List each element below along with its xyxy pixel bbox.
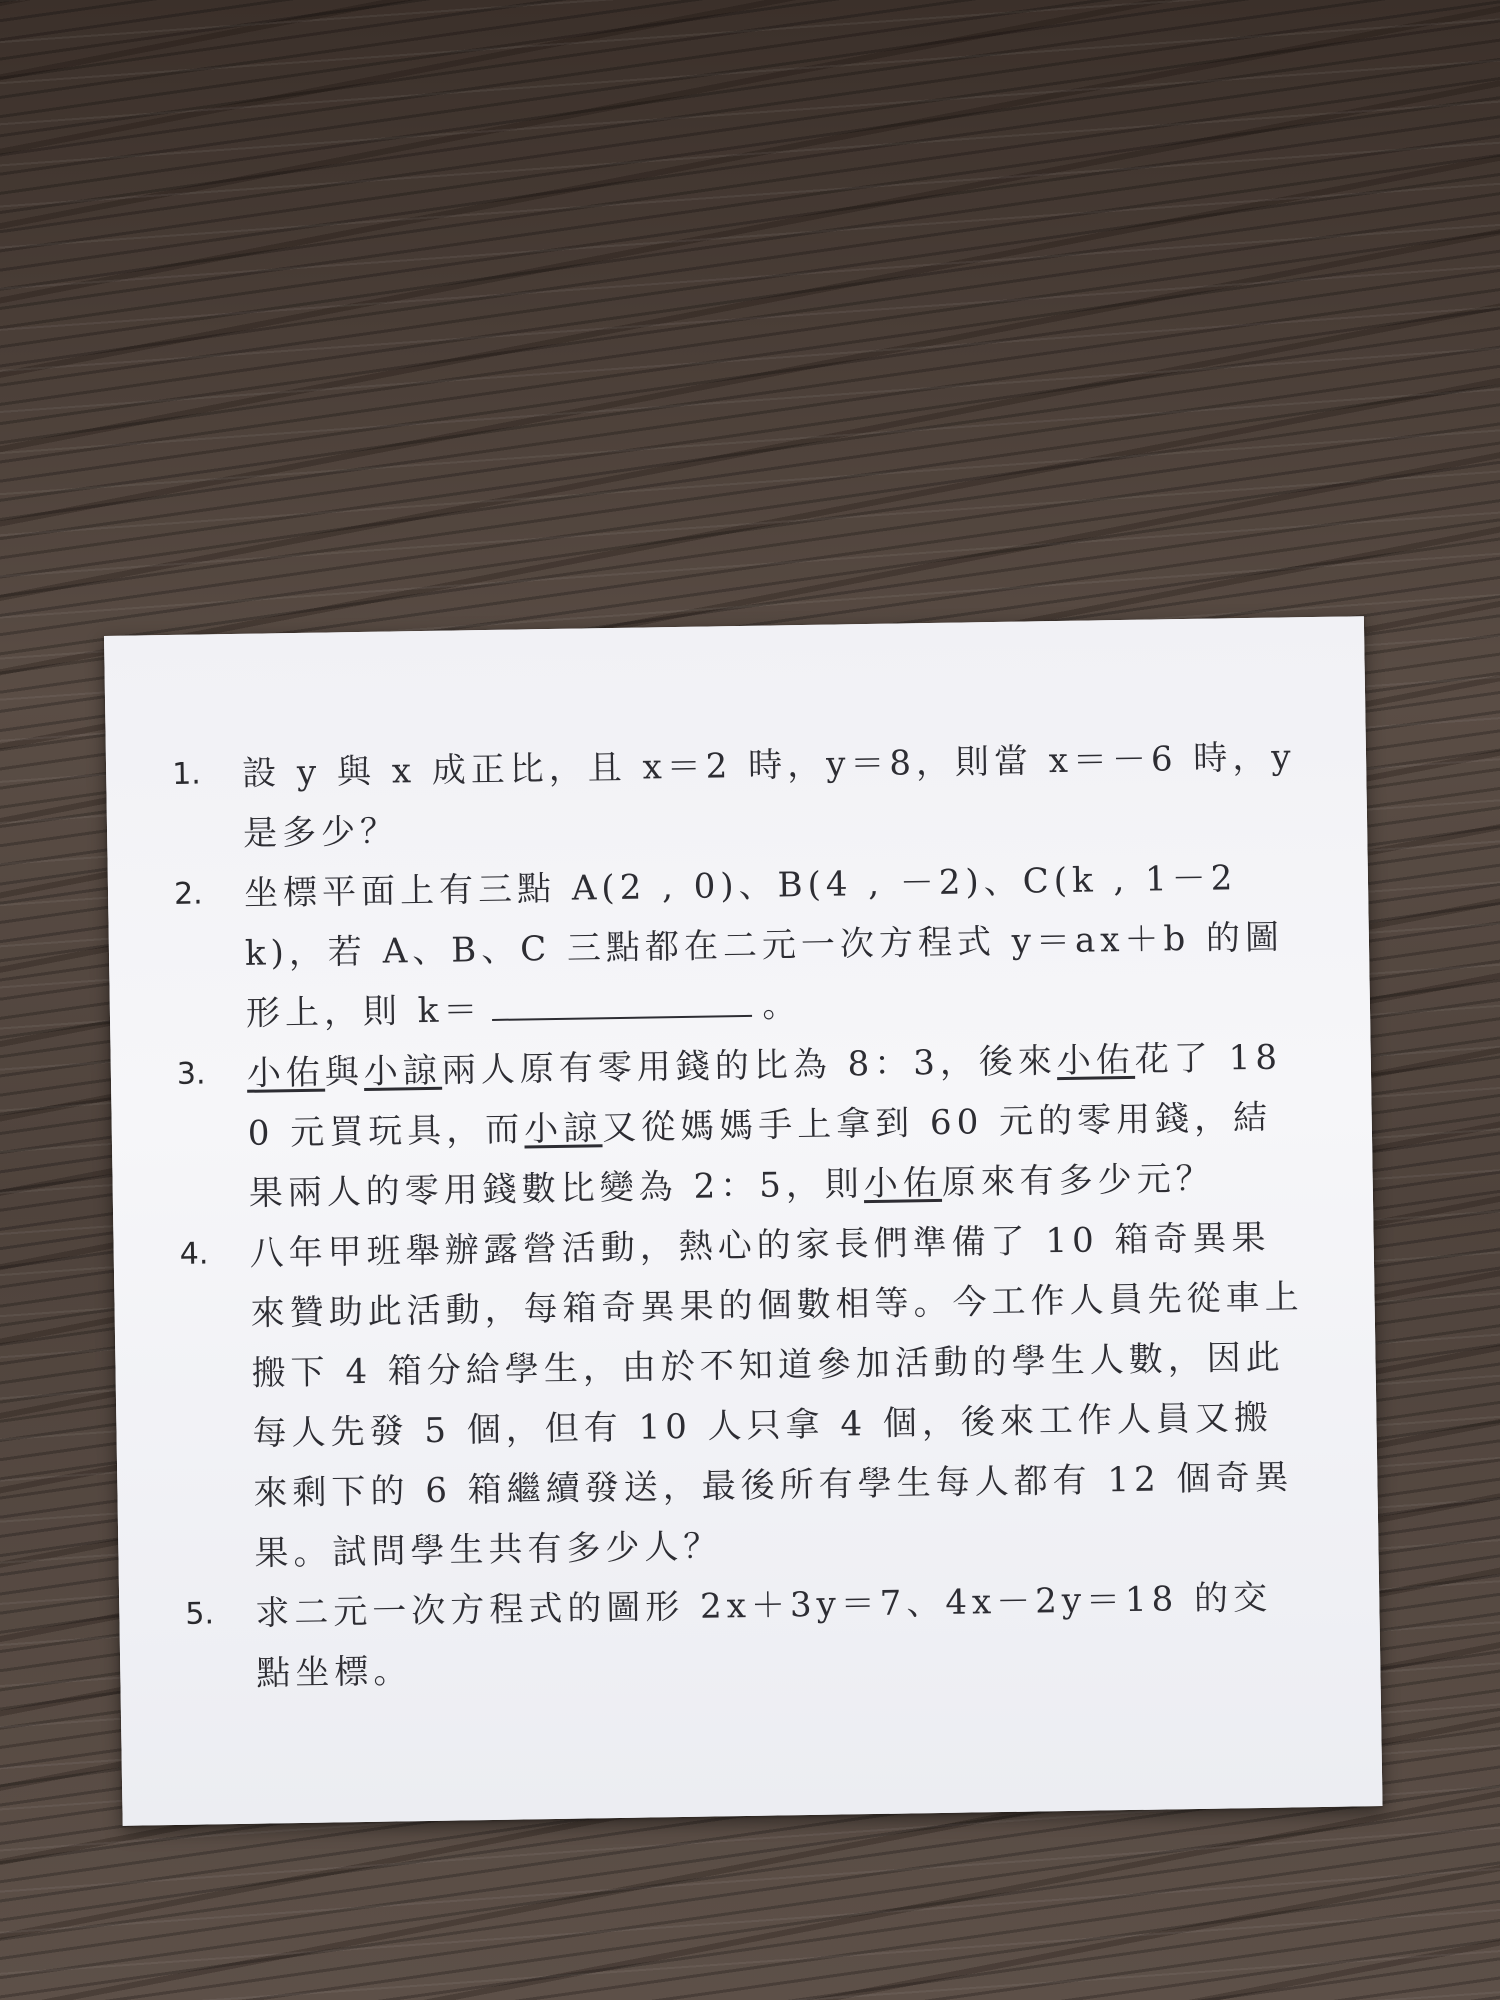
person-name-xiaoliang: 小諒 xyxy=(523,1108,603,1150)
question-number: 5. xyxy=(185,1596,215,1632)
answer-blank xyxy=(492,977,753,1021)
question-text-part: 原來有多少元？ xyxy=(941,1158,1216,1203)
question-text-part: 與 xyxy=(324,1051,365,1093)
person-name-xiaoyou: 小佑 xyxy=(246,1052,326,1094)
question-1 xyxy=(146,727,1298,865)
question-number: 3. xyxy=(176,1056,206,1092)
person-name-xiaoyou: 小佑 xyxy=(1056,1039,1136,1082)
question-number: 1. xyxy=(171,756,202,792)
question-5 xyxy=(159,1567,1311,1705)
question-text: 求二元一次方程式的圖形 2x＋3y＝7、4x－2y＝18 的交點坐標。 xyxy=(255,1577,1273,1694)
question-text-part: 兩人原有零用錢的比為 8：3，後來 xyxy=(441,1041,1058,1091)
question-list xyxy=(146,727,1311,1705)
question-text-part: 又從媽媽手上拿到 60 元的零用錢，結果兩人的零用錢數比變為 2：5，則 xyxy=(248,1097,1273,1214)
question-number: 2. xyxy=(173,876,203,912)
question-text: 設 y 與 x 成正比，且 x＝2 時，y＝8，則當 x＝－6 時，y 是多少？ xyxy=(241,737,1296,854)
question-3 xyxy=(150,1027,1303,1225)
question-number: 4. xyxy=(179,1236,209,1272)
question-text-part: 。 xyxy=(761,985,802,1026)
person-name-xiaoyou: 小佑 xyxy=(863,1162,943,1205)
question-text-part: 花了 180 元買玩具，而 xyxy=(247,1037,1283,1154)
question-text: 八年甲班舉辦露營活動，熱心的家長們準備了 10 箱奇異果來贊助此活動，每箱奇異果的個數相等。今工作人員先從車上搬下 4 箱分給學生，由於不知道參加活動的學生人數，因此每人先發 5 個，但有 10 人只拿 4 個，後來工作人員又搬來剩下的 6 箱繼續發送，最後所有學生每人都有 12 個奇異果。試問學生共有多少人？ xyxy=(249,1217,1304,1574)
question-text xyxy=(246,1027,1303,1224)
question-4 xyxy=(153,1207,1309,1585)
person-name-xiaoliang: 小諒 xyxy=(363,1050,443,1092)
question-text-part: 坐標平面上有三點 A(2 , 0)、B(4 , －2)、C(k , 1－2k)，若 A、B、C 三點都在二元一次方程式 y＝ax＋b 的圖形上，則 k＝ xyxy=(243,858,1285,1034)
question-2 xyxy=(148,847,1301,1045)
question-text xyxy=(244,847,1301,1044)
worksheet-paper xyxy=(104,616,1383,1826)
